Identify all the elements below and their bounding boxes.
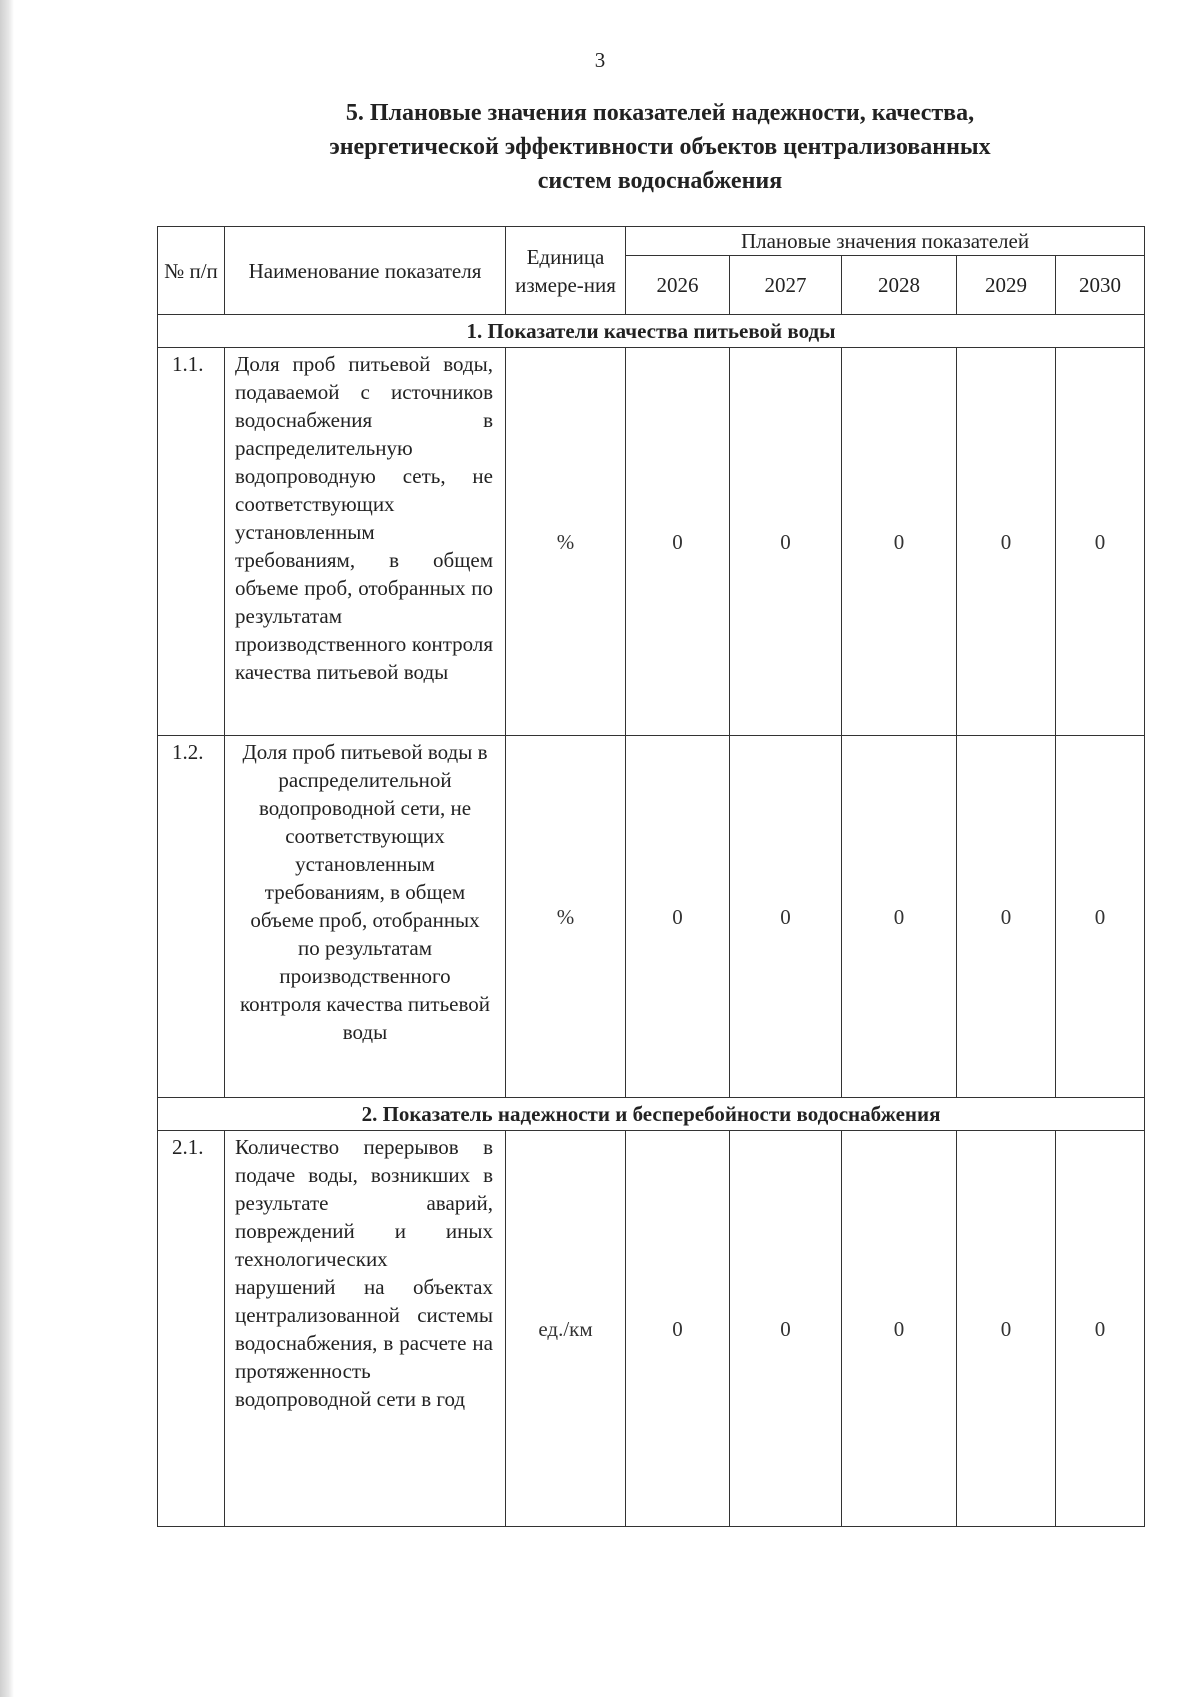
value-2026: 0: [626, 736, 730, 1098]
value-2029: 0: [957, 736, 1056, 1098]
header-unit: Единица измере-ния: [506, 227, 626, 315]
value-2030: 0: [1056, 348, 1145, 736]
title-line-1: 5. Плановые значения показателей надежности, качества,: [345, 100, 975, 126]
value-2026: 0: [626, 1131, 730, 1527]
value-2028: 0: [842, 1131, 957, 1527]
scan-edge-shadow: [0, 0, 14, 1697]
header-year-2028: 2028: [842, 256, 957, 315]
value-2029: 0: [957, 1131, 1056, 1527]
page-number: 3: [594, 48, 606, 72]
indicator-name: Доля проб питьевой воды в распределительной водопроводной сети, не соответствующих установленным требованиям, в общем объеме проб, отобранных по результатам производственного контроля качества питьевой воды: [225, 736, 506, 1098]
row-number: 1.1.: [158, 348, 225, 736]
value-2027: 0: [730, 736, 842, 1098]
indicator-name: Количество перерывов в подаче воды, возникших в результате аварий, повреждений и иных технологических нарушений на объектах централизованной системы водоснабжения, в расчете на протяженность водопроводной сети в год: [225, 1131, 506, 1527]
value-2028: 0: [842, 736, 957, 1098]
unit-cell: ед./км: [506, 1131, 626, 1527]
value-2027: 0: [730, 1131, 842, 1527]
unit-cell: %: [506, 736, 626, 1098]
indicator-name: Доля проб питьевой воды, подаваемой с источников водоснабжения в распределительную водопроводную сеть, не соответствующих установленным требованиям, в общем объеме проб, отобранных по результатам производственного контроля качества питьевой воды: [225, 348, 506, 736]
value-2027: 0: [730, 348, 842, 736]
header-name: Наименование показателя: [225, 227, 506, 315]
row-number: 2.1.: [158, 1131, 225, 1527]
header-year-2026: 2026: [626, 256, 730, 315]
header-year-2027: 2027: [730, 256, 842, 315]
value-2029: 0: [957, 348, 1056, 736]
indicators-table: [157, 226, 1145, 1527]
value-2030: 0: [1056, 1131, 1145, 1527]
section-title-reliability: 2. Показатель надежности и бесперебойности водоснабжения: [158, 1098, 1145, 1131]
header-num: № п/п: [158, 227, 225, 315]
title-line-3: систем водоснабжения: [537, 168, 783, 194]
header-year-2029: 2029: [957, 256, 1056, 315]
value-2028: 0: [842, 348, 957, 736]
value-2030: 0: [1056, 736, 1145, 1098]
header-year-2030: 2030: [1056, 256, 1145, 315]
value-2026: 0: [626, 348, 730, 736]
row-number: 1.2.: [158, 736, 225, 1098]
section-title-quality: 1. Показатели качества питьевой воды: [158, 315, 1145, 348]
document-title: [230, 96, 1090, 198]
header-plan-values: Плановые значения показателей: [626, 227, 1145, 256]
title-line-2: энергетической эффективности объектов централизованных: [329, 134, 991, 160]
unit-cell: %: [506, 348, 626, 736]
